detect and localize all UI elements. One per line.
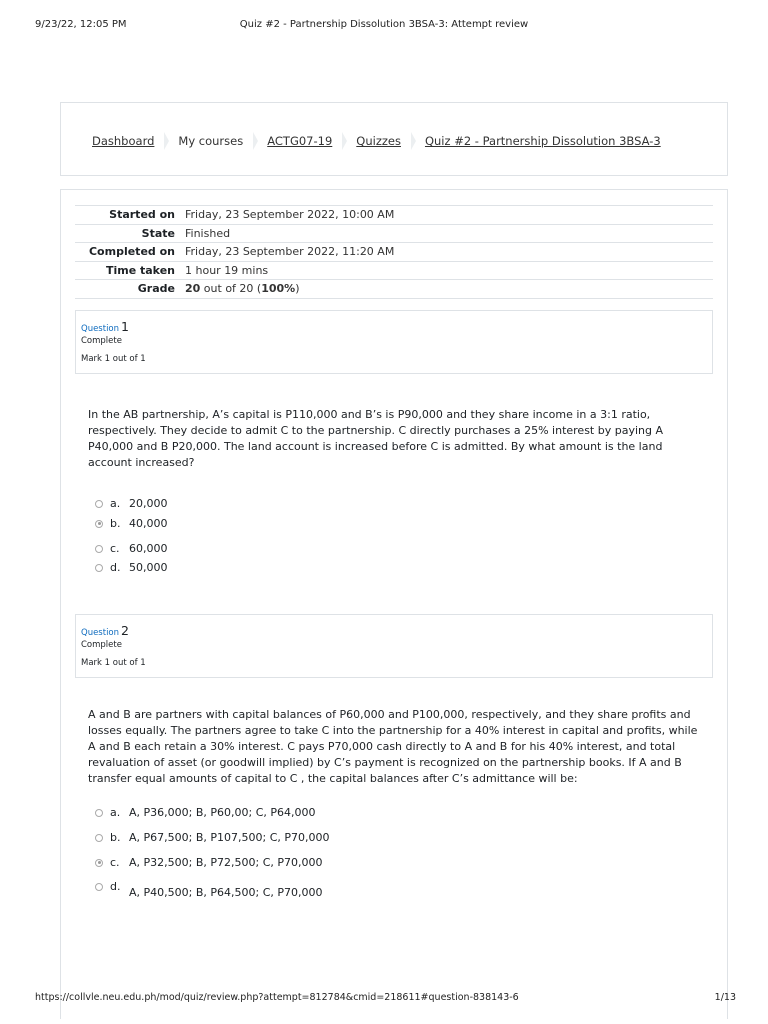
radio-button[interactable] [95, 500, 103, 508]
summary-value: Finished [185, 226, 231, 240]
option-text: 40,000 [129, 517, 168, 530]
option-letter: c. [110, 542, 120, 555]
grade-out-of: out of 20 ( [200, 282, 262, 296]
answer-option[interactable] [95, 806, 316, 819]
breadcrumb-separator-icon [164, 132, 169, 150]
breadcrumb-quiz[interactable]: Quiz #2 - Partnership Dissolution 3BSA-3 [424, 134, 661, 148]
breadcrumb-separator-icon [342, 132, 347, 150]
breadcrumb-separator-icon [411, 132, 416, 150]
summary-row-time-taken [75, 261, 713, 280]
attempt-summary-table [75, 205, 713, 299]
breadcrumb-my-courses[interactable]: My courses [178, 134, 244, 148]
question-text: In the AB partnership, A’s capital is P110,000 and B’s is P90,000 and they share income in a 3:1 ratio, respectively. They decide to admit C to the partnership. C directly purchases a 25% interest by paying A P40,000 and B P20,000. The land account is increased before C is admitted. By what amount is the land account increased? [88, 408, 663, 469]
breadcrumb-container [60, 102, 728, 176]
option-letter: b. [110, 831, 121, 844]
breadcrumb-course[interactable]: ACTG07-19 [267, 134, 333, 148]
grade-percent: 100% [261, 282, 296, 296]
answer-option[interactable] [95, 561, 168, 574]
question-info-box [75, 310, 713, 374]
summary-label: Completed on [88, 245, 175, 259]
summary-label: Started on [109, 208, 175, 222]
answer-option[interactable] [95, 880, 323, 899]
print-page-number: 1/13 [714, 992, 736, 1003]
option-letter: b. [110, 517, 121, 530]
summary-value: Friday, 23 September 2022, 11:20 AM [185, 245, 395, 259]
option-letter: a. [110, 806, 121, 819]
breadcrumb-separator-icon [253, 132, 258, 150]
breadcrumb [92, 132, 661, 150]
question-label [81, 623, 129, 638]
print-datetime: 9/23/22, 12:05 PM [35, 19, 127, 30]
option-text: A, P40,500; B, P64,500; C, P70,000 [129, 886, 323, 899]
summary-row-completed [75, 243, 713, 262]
summary-row-grade [75, 280, 713, 299]
grade-score: 20 [185, 282, 201, 296]
summary-value: Friday, 23 September 2022, 10:00 AM [185, 208, 395, 222]
question-number: 1 [121, 319, 129, 334]
option-text: 60,000 [129, 542, 168, 555]
option-text: A, P67,500; B, P107,500; C, P70,000 [129, 831, 330, 844]
option-letter: a. [110, 497, 121, 510]
question-text: A and B are partners with capital balances of P60,000 and P100,000, respectively, and they share profits and losses equally. The partners agree to take C into the partnership for a 40% interest in capital and profits, while A and B each retain a 30% interest. C pays P70,000 cash directly to A and B for his 40% interest, and total revaluation of asset (or goodwill implied) by C’s payment is recognized on the partnership books. If A and B transfer equal amounts of capital to C , the capital balances after C’s admittance will be: [88, 708, 698, 785]
question-mark: Mark 1 out of 1 [81, 658, 146, 668]
option-text: A, P36,000; B, P60,00; C, P64,000 [129, 806, 316, 819]
summary-value: 1 hour 19 mins [185, 263, 269, 277]
print-footer [0, 992, 768, 1006]
radio-button[interactable] [95, 809, 103, 817]
print-header [0, 19, 768, 33]
question-mark: Mark 1 out of 1 [81, 354, 146, 364]
question-state: Complete [81, 640, 122, 650]
summary-row-state [75, 224, 713, 243]
question-state: Complete [81, 336, 122, 346]
answer-option[interactable] [95, 856, 323, 869]
summary-grade-value [185, 280, 713, 299]
option-letter: d. [110, 561, 121, 574]
radio-button-selected[interactable] [95, 859, 103, 867]
print-url: https://collvle.neu.edu.ph/mod/quiz/review.php?attempt=812784&cmid=218611#question-838143-6 [35, 992, 519, 1003]
question-label [81, 319, 129, 334]
radio-button[interactable] [95, 883, 103, 891]
print-page-title: Quiz #2 - Partnership Dissolution 3BSA-3: Attempt review [239, 19, 529, 30]
question-label-text: Question [81, 324, 120, 334]
option-letter: c. [110, 856, 120, 869]
option-text: 20,000 [129, 497, 168, 510]
radio-button[interactable] [95, 564, 103, 572]
grade-close: ) [295, 282, 300, 296]
radio-button[interactable] [95, 545, 103, 553]
answer-option[interactable] [95, 497, 168, 510]
answer-option[interactable] [95, 517, 168, 530]
summary-label: Grade [137, 282, 175, 296]
option-letter: d. [110, 880, 121, 893]
radio-button-selected[interactable] [95, 520, 103, 528]
question-info-box [75, 614, 713, 678]
answer-option[interactable] [95, 542, 168, 555]
answer-option[interactable] [95, 831, 330, 844]
summary-label: State [141, 226, 175, 240]
breadcrumb-quizzes[interactable]: Quizzes [356, 134, 401, 148]
summary-row-started [75, 206, 713, 225]
option-text: 50,000 [129, 561, 168, 574]
option-text: A, P32,500; B, P72,500; C, P70,000 [129, 856, 323, 869]
summary-label: Time taken [105, 263, 175, 277]
radio-button[interactable] [95, 834, 103, 842]
question-number: 2 [121, 623, 129, 638]
breadcrumb-dashboard[interactable]: Dashboard [92, 134, 155, 148]
question-label-text: Question [81, 628, 120, 638]
